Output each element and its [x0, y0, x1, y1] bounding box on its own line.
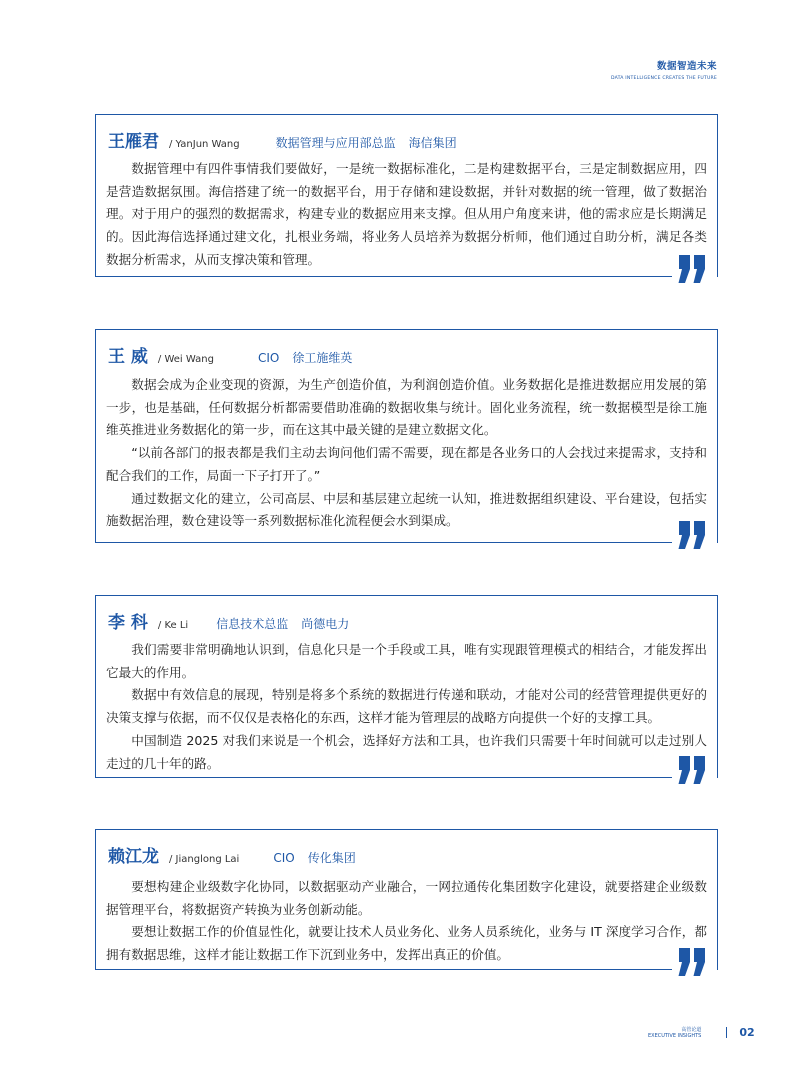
- person-name: 李 科: [108, 613, 148, 633]
- person-name: 王雁君: [108, 132, 159, 152]
- person-company: 徐工施维英: [292, 351, 353, 365]
- paragraph: 数据中有效信息的展现，特别是将多个系统的数据进行传递和联动，才能对公司的经营管理提供更好的决策支撑与依据，而不仅仅是表格化的东西，这样才能为管理层的战略方向提供一个好的支撑工具。: [106, 687, 707, 726]
- person-pinyin: / Ke Li: [157, 620, 189, 631]
- person-title: 信息技术总监: [216, 617, 289, 631]
- header-title-cn: 数据智造未来: [656, 61, 717, 72]
- quote-mark-icon: [675, 255, 707, 285]
- person-title: CIO: [257, 351, 280, 365]
- card-header: [108, 608, 349, 633]
- card-body: [106, 876, 707, 967]
- card-body: [106, 158, 707, 272]
- card-body: [106, 374, 707, 533]
- quote-card-1: [95, 114, 718, 277]
- person-company: 传化集团: [307, 851, 356, 865]
- quote-mark-icon: [675, 521, 707, 551]
- card-header: [108, 842, 356, 867]
- quote-card-3: [95, 595, 718, 778]
- paragraph: “以前各部门的报表都是我们主动去询问他们需不需要，现在都是各业务口的人会找过来提需求，支持和配合我们的工作，局面一下子打开了。”: [106, 445, 707, 483]
- card-body: [106, 639, 707, 775]
- quote-mark-icon: [675, 756, 707, 786]
- quote-card-2: [95, 329, 718, 543]
- person-company: 海信集团: [408, 136, 457, 150]
- paragraph: 数据会成为企业变现的资源，为生产创造价值，为利润创造价值。业务数据化是推进数据应用发展的第一步，也是基础，任何数据分析都需要借助准确的数据收集与统计。固化业务流程，统一数据模型是徐工施维英推进业务数据化的第一步，而在这其中最关键的是建立数据文化。: [106, 377, 707, 438]
- page-footer: [648, 1026, 755, 1039]
- header-title-en: DATA INTELLIGENCE CREATES THE FUTURE: [611, 76, 717, 81]
- page-number: 02: [739, 1026, 755, 1039]
- paragraph: 数据管理中有四件事情我们要做好，一是统一数据标准化，二是构建数据平台，三是定制数据应用，四是营造数据氛围。海信搭建了统一的数据平台，用于存储和建设数据，并针对数据的统一管理，做了数据治理。对于用户的强烈的数据需求，构建专业的数据应用来支撑。但从用户角度来讲，他的需求应是长期满足的。因此海信选择通过建文化，扎根业务端，将业务人员培养为数据分析师，他们通过自助分析，满足各类数据分析需求，从而支撑决策和管理。: [106, 161, 707, 267]
- card-header: [108, 127, 457, 152]
- person-pinyin: / Jianglong Lai: [169, 854, 240, 865]
- person-name: 王 威: [108, 347, 148, 367]
- footer-label-en: EXECUTIVE INSIGHTS: [648, 1032, 702, 1039]
- paragraph: 通过数据文化的建立，公司高层、中层和基层建立起统一认知，推进数据组织建设、平台建设，包括实施数据治理，数仓建设等一系列数据标准化流程便会水到渠成。: [106, 490, 707, 529]
- quote-card-4: [95, 829, 718, 970]
- person-title: CIO: [273, 851, 295, 865]
- page-header: [611, 58, 717, 81]
- person-pinyin: / Wei Wang: [157, 354, 214, 365]
- paragraph: 要想让数据工作的价值显性化，就要让技术人员业务化、业务人员系统化，业务与 IT 深度学习合作，都拥有数据思维，这样才能让数据工作下沉到业务中，发挥出真正的价值。: [106, 924, 707, 963]
- paragraph: 中国制造 2025 对我们来说是一个机会，选择好方法和工具，也许我们只需要十年时间就可以走过别人走过的几十年的路。: [106, 732, 707, 771]
- person-pinyin: / YanJun Wang: [169, 139, 240, 150]
- card-header: [108, 342, 352, 367]
- paragraph: 要想构建企业级数字化协同，以数据驱动产业融合，一网拉通传化集团数字化建设，就要搭建企业级数据管理平台，将数据资产转换为业务创新动能。: [106, 879, 707, 917]
- footer-label-cn: 高管论道: [681, 1026, 702, 1033]
- person-name: 赖江龙: [108, 847, 159, 867]
- footer-divider: [726, 1027, 727, 1038]
- quote-mark-icon: [675, 948, 707, 978]
- paragraph: 我们需要非常明确地认识到，信息化只是一个手段或工具，唯有实现跟管理模式的相结合，才能发挥出它最大的作用。: [106, 642, 707, 680]
- person-company: 尚德电力: [301, 617, 350, 631]
- footer-label: [648, 1027, 701, 1039]
- person-title: 数据管理与应用部总监: [275, 136, 396, 150]
